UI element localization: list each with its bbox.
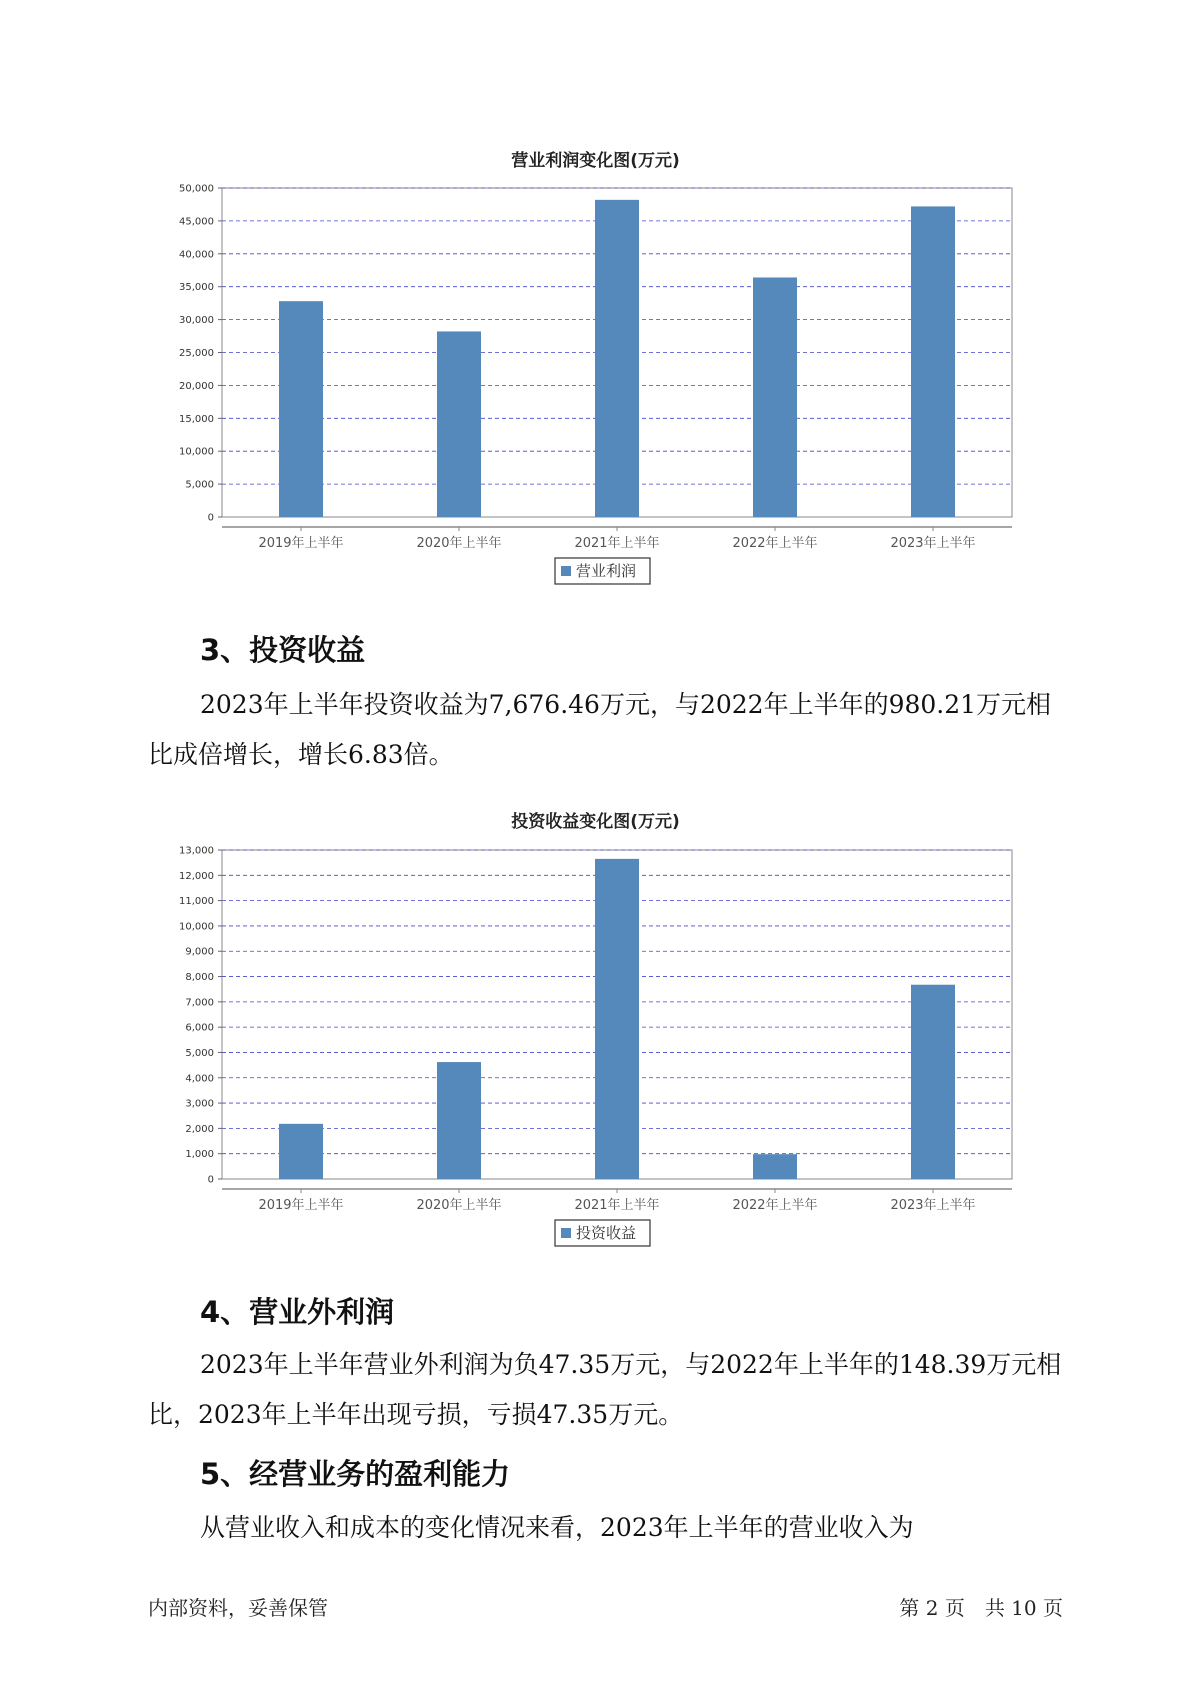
y-tick-label: 11,000 [179, 896, 214, 908]
operating-profit-chart [0, 170, 1191, 590]
legend-swatch [561, 1228, 571, 1238]
y-tick-label: 5,000 [185, 1047, 214, 1059]
y-tick-label: 40,000 [179, 249, 214, 261]
y-tick-label: 10,000 [179, 446, 214, 458]
legend-label: 营业利润 [576, 562, 637, 580]
y-tick-label: 0 [207, 512, 214, 524]
legend-label: 投资收益 [576, 1224, 637, 1242]
x-tick-label: 2020年上半年 [416, 1198, 502, 1213]
y-tick-label: 5,000 [185, 479, 214, 491]
bar-投资收益 [437, 1062, 481, 1179]
x-tick-label: 2023年上半年 [890, 1198, 976, 1213]
y-tick-label: 9,000 [185, 946, 214, 958]
y-tick-label: 30,000 [179, 315, 214, 327]
section-3-paragraph: 2023年上半年投资收益为7,676.46万元，与2022年上半年的980.21万元相比成倍增长，增长6.83倍。 [148, 690, 1052, 769]
section-4-heading: 4、营业外利润 [200, 1295, 395, 1329]
section-3-heading: 3、投资收益 [200, 633, 366, 667]
y-tick-label: 45,000 [179, 216, 214, 228]
y-tick-label: 2,000 [185, 1123, 214, 1135]
legend-swatch [561, 566, 571, 576]
x-tick-label: 2023年上半年 [890, 536, 976, 551]
y-tick-label: 1,000 [185, 1149, 214, 1161]
y-tick-label: 20,000 [179, 380, 214, 392]
x-tick-label: 2021年上半年 [574, 536, 660, 551]
y-tick-label: 8,000 [185, 972, 214, 984]
y-tick-label: 4,000 [185, 1073, 214, 1085]
bar-营业利润 [753, 277, 797, 517]
chart-legend [555, 1220, 650, 1246]
x-tick-label: 2019年上半年 [258, 1198, 344, 1213]
section-4-paragraph: 2023年上半年营业外利润为负47.35万元，与2022年上半年的148.39万元相比，2023年上半年出现亏损，亏损47.35万元。 [148, 1350, 1062, 1429]
section-5-heading: 5、经营业务的盈利能力 [200, 1457, 511, 1491]
bar-投资收益 [279, 1124, 323, 1179]
chart-legend [555, 558, 650, 584]
bar-投资收益 [595, 859, 639, 1179]
x-tick-label: 2019年上半年 [258, 536, 344, 551]
footer-page-number: 第 2 页 共 10 页 [899, 1596, 1063, 1620]
bar-营业利润 [279, 301, 323, 517]
chart1-title: 营业利润变化图(万元) [511, 151, 680, 171]
section-5-paragraph: 从营业收入和成本的变化情况来看，2023年上半年的营业收入为 [200, 1513, 914, 1542]
bar-投资收益 [911, 985, 955, 1179]
y-tick-label: 3,000 [185, 1098, 214, 1110]
x-tick-label: 2022年上半年 [732, 1198, 818, 1213]
y-tick-label: 25,000 [179, 348, 214, 359]
y-tick-label: 10,000 [179, 921, 214, 933]
investment-income-chart [0, 832, 1191, 1252]
bar-投资收益 [753, 1154, 797, 1179]
y-tick-label: 15,000 [179, 413, 214, 425]
y-tick-label: 6,000 [185, 1022, 214, 1034]
footer-confidential-note: 内部资料，妥善保管 [148, 1596, 328, 1620]
bar-营业利润 [911, 206, 955, 517]
y-tick-label: 13,000 [179, 845, 214, 857]
y-tick-label: 7,000 [185, 997, 214, 1009]
x-tick-label: 2020年上半年 [416, 536, 502, 551]
y-tick-label: 12,000 [179, 870, 214, 882]
y-tick-label: 0 [207, 1174, 214, 1186]
bar-营业利润 [437, 331, 481, 517]
y-tick-label: 50,000 [179, 183, 214, 195]
y-tick-label: 35,000 [179, 282, 214, 294]
x-tick-label: 2022年上半年 [732, 536, 818, 551]
x-tick-label: 2021年上半年 [574, 1198, 660, 1213]
chart2-title: 投资收益变化图(万元) [511, 812, 680, 832]
bar-营业利润 [595, 200, 639, 517]
